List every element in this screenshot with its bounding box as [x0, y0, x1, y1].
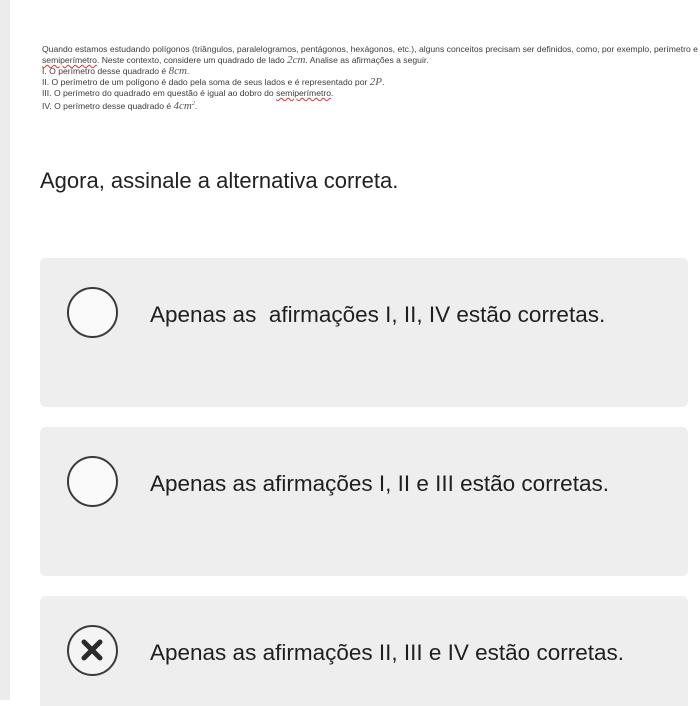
answer-option-3-text: Apenas as afirmações II, III e IV estão corretas.: [150, 640, 624, 665]
answer-option-1[interactable]: [40, 258, 688, 407]
question-statement: [42, 44, 698, 112]
question-intro-text: Quando estamos estudando polígonos (triângulos, paralelogramos, pentágonos, hexágonos, etc.), alguns conceitos precisam ser definidos, como, por exemplo, perímetro e: [42, 44, 698, 54]
statement-3-text: III. O perímetro do quadrado em questão é igual ao dobro do: [42, 88, 277, 98]
statement-4-end: .: [194, 101, 198, 111]
question-intro-line-2: [42, 55, 692, 66]
radio-button-empty-icon[interactable]: [67, 456, 118, 507]
question-intro-line-1: [42, 44, 698, 55]
question-intro-context: . Neste contexto, considere um quadrado de lado: [96, 55, 288, 65]
question-prompt: Agora, assinale a alternativa correta.: [40, 168, 399, 193]
statement-2: [42, 77, 692, 88]
statement-3: [42, 88, 692, 99]
answer-option-1-text: Apenas as afirmações I, II, IV estão corretas.: [150, 302, 606, 327]
answer-option-3[interactable]: [40, 596, 688, 706]
statement-1: [42, 66, 692, 77]
radio-button-empty-icon[interactable]: [67, 287, 118, 338]
statement-1-math: 8cm: [168, 65, 187, 77]
statement-4-exponent: 2: [191, 101, 195, 107]
statement-2-math: 2P: [369, 76, 382, 88]
statement-3-end: .: [331, 88, 334, 98]
statement-4-text: IV. O perímetro desse quadrado é: [42, 101, 174, 111]
statement-3-semiperimetro: semiperímetro: [276, 88, 332, 98]
semiperimetro-word: semiperímetro: [42, 55, 97, 65]
statement-1-text: I. O perímetro desse quadrado é: [42, 66, 169, 76]
left-border: [0, 0, 10, 700]
statement-2-end: .: [381, 77, 385, 87]
answer-option-2-label: [150, 463, 630, 504]
answer-option-2[interactable]: [40, 427, 688, 576]
answer-option-3-label: [150, 632, 630, 673]
statement-2-text: II. O perímetro de um polígono é dado pela soma de seus lados e é representado por: [42, 77, 370, 87]
question-intro-end: . Analise as afirmações a seguir.: [305, 55, 429, 65]
answer-option-1-label: [150, 294, 630, 335]
side-length-math: 2cm: [287, 54, 306, 66]
answer-option-2-text: Apenas as afirmações I, II e III estão corretas.: [150, 471, 609, 496]
x-icon: [69, 627, 115, 673]
statement-1-end: .: [186, 66, 190, 76]
radio-button-wrong-icon[interactable]: [67, 625, 118, 676]
statement-4: [42, 99, 692, 112]
statement-4-math: 4cm: [173, 100, 192, 112]
